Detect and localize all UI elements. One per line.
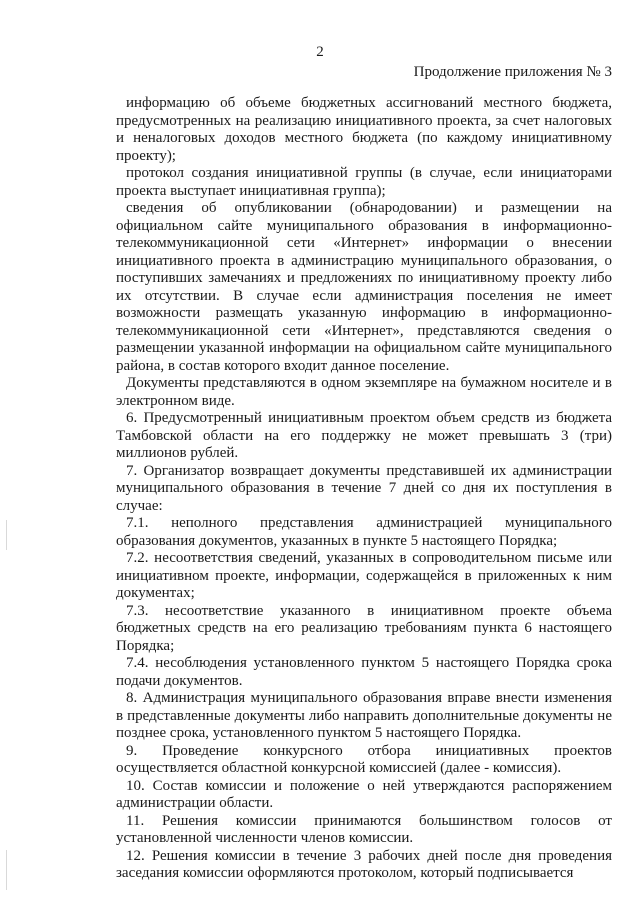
paragraph: Документы представляются в одном экземпляре на бумажном носителе и в электронном виде. xyxy=(116,375,612,409)
paragraph: информацию об объеме бюджетных ассигнований местного бюджета, предусмотренных на реализацию инициативного проекта, за счет налоговых и неналоговых доходов местного бюджета (по каждому инициативному проекту); xyxy=(116,95,612,164)
page-number: 2 xyxy=(316,44,324,60)
paragraph: 7.4. несоблюдения установленного пунктом 5 настоящего Порядка срока подачи документов. xyxy=(116,655,612,689)
paragraph: 8. Администрация муниципального образования вправе внести изменения в представленные документы либо направить дополнительные документы не позднее срока, установленного пунктом 5 настоящего Порядка. xyxy=(116,690,612,741)
paragraph: сведения об опубликовании (обнародовании) и размещении на официальном сайте муниципального образования в информационно-телекоммуникационной сети «Интернет» информации о внесении инициативного проекта в администрацию муниципального образования, о поступивших замечаниях и предложениях по инициативному проекту либо их отсутствии. В случае если администрация поселения не имеет возможности размещать указанную информацию в информационно-телекоммуникационной сети «Интернет», представляются сведения о размещении указанной информации на официальном сайте муниципального района, в состав которого входит данное поселение. xyxy=(116,200,612,374)
paragraph: 7.1. неполного представления администрацией муниципального образования документов, указанных в пункте 5 настоящего Порядка; xyxy=(116,515,612,549)
left-margin-mark xyxy=(6,520,7,550)
paragraph: 11. Решения комиссии принимаются большинством голосов от установленной численности членов комиссии. xyxy=(116,812,612,846)
paragraph: 6. Предусмотренный инициативным проектом объем средств из бюджета Тамбовской области на его поддержку не может превышать 3 (три) миллионов рублей. xyxy=(116,410,612,461)
paragraph: 10. Состав комиссии и положение о ней утверждаются распоряжением администрации области. xyxy=(116,777,612,811)
appendix-continuation-note: Продолжение приложения № 3 xyxy=(413,64,612,80)
paragraph: 7.2. несоответствия сведений, указанных в сопроводительном письме или инициативном проекте, информации, содержащейся в приложенных к ним документах; xyxy=(116,550,612,601)
paragraph: протокол создания инициативной группы (в случае, если инициаторами проекта выступает инициативная группа); xyxy=(116,165,612,199)
paragraph: 9. Проведение конкурсного отбора инициативных проектов осуществляется областной конкурсной комиссией (далее - комиссия). xyxy=(116,742,612,776)
paragraph: 7.3. несоответствие указанного в инициативном проекте объема бюджетных средств на его реализацию требованиям пункта 6 настоящего Порядка; xyxy=(116,602,612,654)
document-body xyxy=(116,95,612,883)
paragraph: 12. Решения комиссии в течение 3 рабочих дней после дня проведения заседания комиссии оформляются протоколом, который подписывается xyxy=(116,847,612,881)
left-margin-mark xyxy=(6,850,7,890)
paragraph: 7. Организатор возвращает документы представившей их администрации муниципального образования в течение 7 дней со дня их поступления в случае: xyxy=(116,462,612,514)
